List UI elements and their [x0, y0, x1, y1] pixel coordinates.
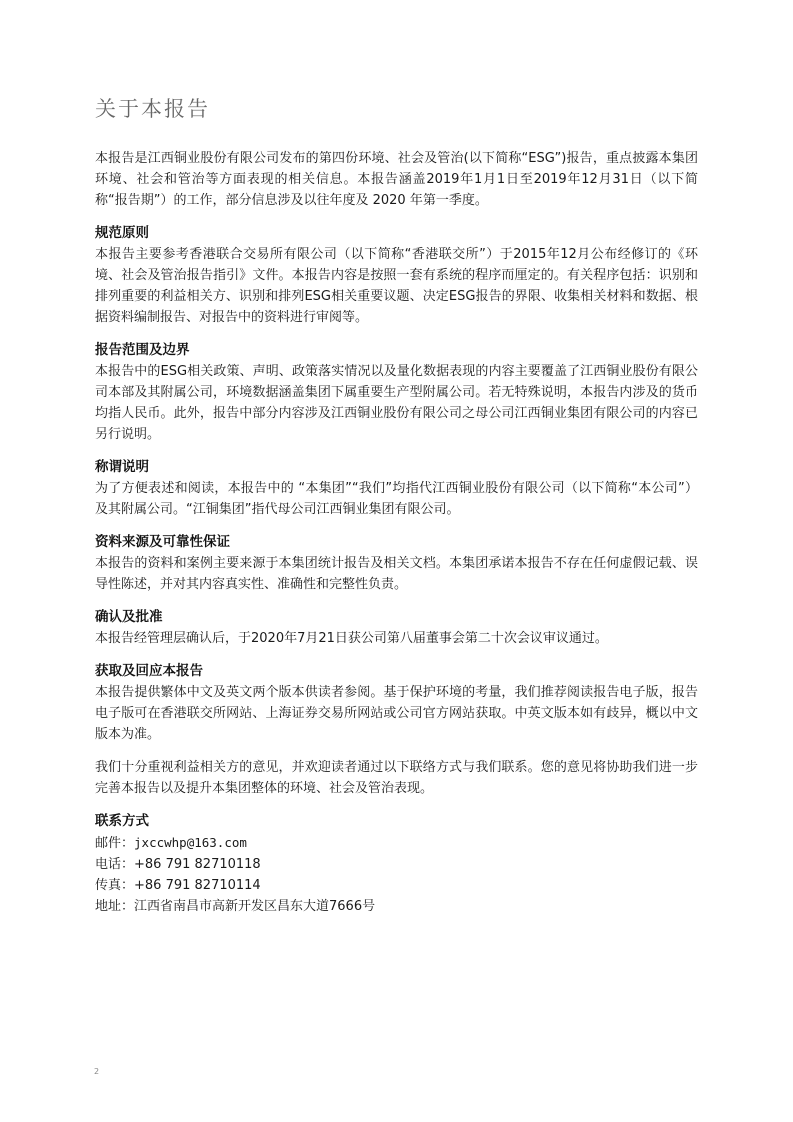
section-heading: 获取及回应本报告: [95, 663, 203, 679]
section-body: 本报告提供繁体中文及英文两个版本供读者参阅。基于保护环境的考量，我们推荐阅读报告电子版，报告电子版可在香港联交所网站、上海证券交易所网站或公司官方网站获取。中英文版本如有歧异，概以中文版本为准。: [95, 685, 698, 742]
contact-heading: 联系方式: [95, 813, 149, 829]
section-reliability: [95, 532, 698, 595]
section-scope: [95, 340, 698, 445]
report-body: [95, 148, 698, 917]
intro-paragraph: 本报告是江西铜业股份有限公司发布的第四份环境、社会及管治(以下简称“ESG”)报告，重点披露本集团环境、社会和管治等方面表现的相关信息。本报告涵盖2019年1月1日至2019年12月31日（以下简称“报告期”）的工作，部分信息涉及以往年度及 2020 年第一季度。: [95, 151, 698, 208]
page-title: 关于本报告: [95, 97, 210, 121]
feedback-paragraph: 我们十分重视利益相关方的意见，并欢迎读者通过以下联络方式与我们联系。您的意见将协助我们进一步完善本报告以及提升本集团整体的环境、社会及管治表现。: [95, 760, 698, 796]
section-body: 为了方便表述和阅读，本报告中的 “本集团”“我们”均指代江西铜业股份有限公司（以下简称“本公司”）及其附属公司。“江铜集团”指代母公司江西铜业集团有限公司。: [95, 481, 698, 517]
email-link[interactable]: jxccwhp@163.com: [134, 835, 247, 850]
phone-label: 电话：: [95, 857, 135, 872]
address-value: 江西省南昌市高新开发区昌东大道7666号: [134, 899, 376, 914]
contact-phone-line: [95, 854, 698, 875]
section-heading: 确认及批准: [95, 609, 163, 625]
section-access: [95, 661, 698, 745]
section-body: 本报告经管理层确认后，于2020年7月21日获公司第八届董事会第二十次会议审议通过。: [95, 631, 608, 646]
section-heading: 规范原则: [95, 225, 149, 241]
contact-fax-line: [95, 875, 698, 896]
section-contact: [95, 811, 698, 917]
section-heading: 资料来源及可靠性保证: [95, 534, 230, 550]
section-standards: [95, 223, 698, 328]
contact-address-line: [95, 896, 698, 917]
section-heading: 称谓说明: [95, 459, 149, 475]
address-label: 地址：: [95, 899, 135, 914]
contact-email-line: [95, 832, 698, 854]
section-body: 本报告中的ESG相关政策、声明、政策落实情况以及量化数据表现的内容主要覆盖了江西铜业股份有限公司本部及其附属公司，环境数据涵盖集团下属重要生产型附属公司。若无特殊说明，本报告内涉及的货币均指人民币。此外，报告中部分内容涉及江西铜业股份有限公司之母公司江西铜业集团有限公司的内容已另行说明。: [95, 364, 698, 442]
phone-value: +86 791 82710118: [134, 857, 261, 872]
page-number: 2: [94, 1067, 100, 1076]
section-body: 本报告主要参考香港联合交易所有限公司（以下简称“香港联交所”）于2015年12月公布经修订的《环境、社会及管治报告指引》文件。本报告内容是按照一套有系统的程序而厘定的。有关程序包括：识别和排列重要的利益相关方、识别和排列ESG相关重要议题、决定ESG报告的界限、收集相关材料和数据、根据资料编制报告、对报告中的资料进行审阅等。: [95, 247, 698, 325]
fax-label: 传真：: [95, 878, 135, 893]
section-body: 本报告的资料和案例主要来源于本集团统计报告及相关文档。本集团承诺本报告不存在任何虚假记载、误导性陈述，并对其内容真实性、准确性和完整性负责。: [95, 556, 698, 592]
section-terms: [95, 457, 698, 520]
spacer: [95, 745, 698, 757]
fax-value: +86 791 82710114: [134, 878, 261, 893]
section-heading: 报告范围及边界: [95, 342, 190, 358]
section-approval: [95, 607, 698, 649]
email-label: 邮件：: [95, 836, 135, 851]
